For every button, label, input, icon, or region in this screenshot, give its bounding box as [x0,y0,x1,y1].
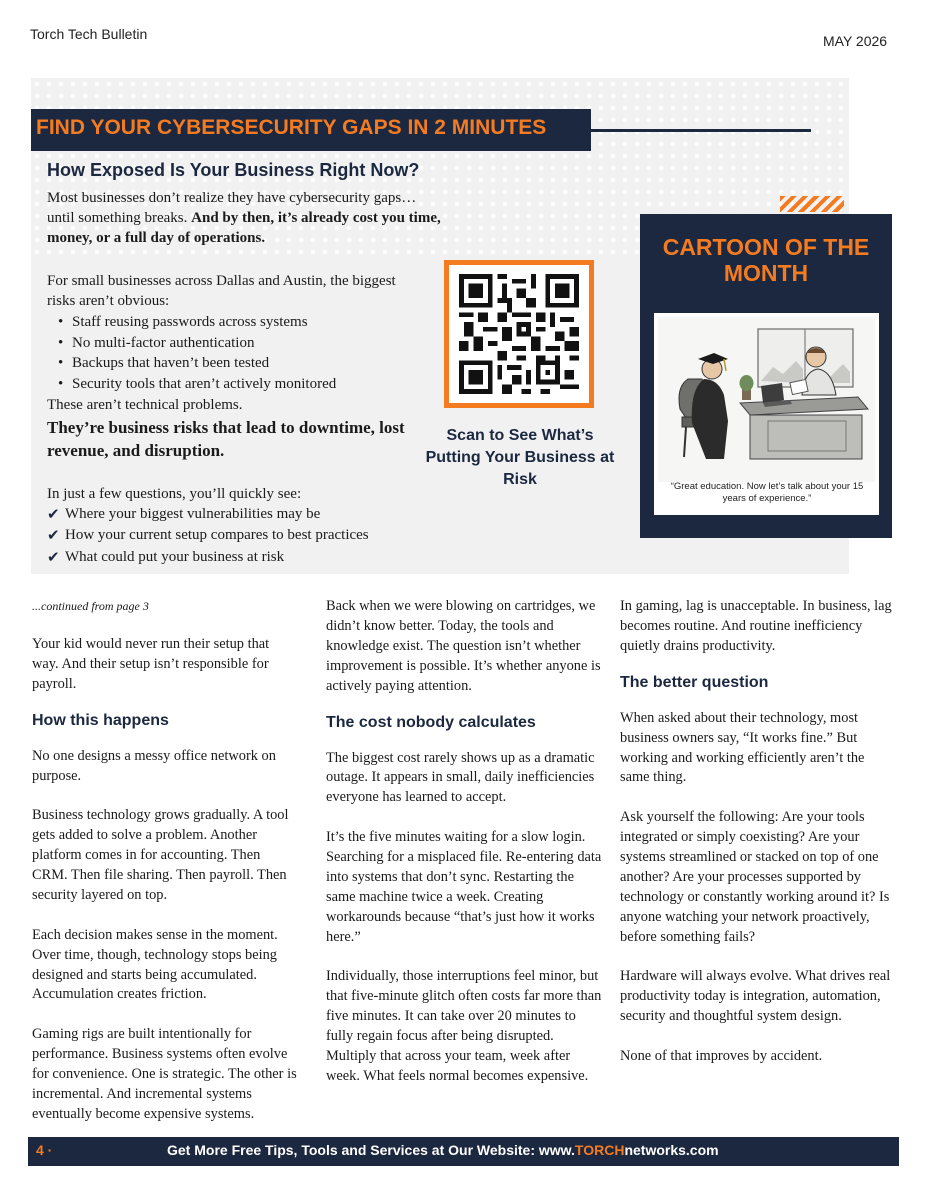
cartoon-title: CARTOON OF THE MONTH [662,234,870,286]
check-text: What could put your business at risk [65,548,285,565]
paragraph: When asked about their technology, most business owners say, “It works fine.” But working and working efficiently aren’t the same thing. [620,709,865,786]
list-item: • Security tools that aren’t actively monitored [52,374,336,395]
list-item [47,525,369,547]
section-heading: The better question [620,673,769,691]
article-column-3 [620,597,895,1067]
list-item: • Staff reusing passwords across systems [52,312,336,333]
footer-text-before: Get More Free Tips, Tools and Services at Our Website: www. [167,1142,575,1158]
paragraph: Hardware will always evolve. What drives real productivity today is integration, automation, security and thoughtful system design. [620,968,891,1025]
footer-brand-highlight: TORCH [574,1142,625,1158]
page-number: 4 · [36,1142,53,1158]
issue-date: MAY 2026 [823,33,888,49]
paragraph: None of that improves by accident. [620,1048,823,1065]
paragraph: Individually, those interruptions feel minor, but that five-minute glitch often costs far more than five minutes. It can take over 20 minutes to fully regain focus after being disrupted. Multiply that across your team, week after week. What feels normal becomes expensive. [326,968,602,1084]
tech-line: These aren’t technical problems. [47,397,243,413]
footer-text-after: networks.com [624,1142,719,1158]
list-item: • Backups that haven’t been tested [52,353,336,374]
bulletin-name: Torch Tech Bulletin [30,26,148,42]
business-risk-statement: They’re business risks that lead to downtime, lost revenue, and disruption. [47,418,405,460]
paragraph: In gaming, lag is unacceptable. In business, lag becomes routine. And routine inefficiency quietly drains productivity. [620,598,892,654]
check-text: Where your biggest vulnerabilities may be [65,505,321,522]
paragraph: Your kid would never run their setup that way. And their setup isn’t responsible for payroll. [32,635,270,692]
intro-plain: Most businesses don’t realize they have cybersecurity gaps… until something breaks. [47,190,417,226]
decorative-stripes [780,196,844,212]
check-text: How your current setup compares to best practices [65,527,369,544]
intro-bold: And by then, it’s already cost you time, money, or a full day of operations. [47,210,441,246]
footer-website-text[interactable] [167,1142,719,1158]
paragraph: Back when we were blowing on cartridges, we didn’t know better. Today, the tools and knowledge exist. The question isn’t whether improvement is possible. It’s whether anyone is actively paying attention. [326,598,601,694]
cartoon-caption: “Great education. Now let’s talk about your 15 years of experience.” [670,481,864,504]
feature-headline: FIND YOUR CYBERSECURITY GAPS IN 2 MINUTES [36,116,547,139]
check-icon: ✔ [47,547,60,566]
paragraph: It’s the five minutes waiting for a slow login. Searching for a misplaced file. Re-entering data into systems that don’t sync. Restarting the same machine twice a week. Creating workarounds because “that’s just how it works here.” [326,829,602,945]
check-icon: ✔ [47,526,60,545]
list-item: • No multi-factor authentication [52,333,336,354]
paragraph: Gaming rigs are built intentionally for performance. Business systems often evolve for convenience. One is strategic. The other is incremental. And incremental systems eventually become expensive systems. [32,1026,297,1122]
headline-rule [591,129,811,132]
qr-code-icon [458,274,580,394]
check-list [47,503,369,568]
paragraph: Ask yourself the following: Are your tools integrated or simply coexisting? Are your systems streamlined or stacked on top of one another? Are your processes supported by technology or constantly working around it? Is anyone watching your network proactively, before something fails? [620,809,890,945]
qr-caption: Scan to See What’s Putting Your Business at Risk [425,427,615,488]
paragraph: Each decision makes sense in the moment. Over time, though, technology stops being designed and starts being accumulated. Accumulation creates friction. [32,926,278,1003]
article-column-2 [326,597,606,1087]
list-item [47,503,369,525]
feature-subtitle: How Exposed Is Your Business Right Now? [47,160,420,180]
paragraph: Business technology grows gradually. A tool gets added to solve a problem. Another platform comes in for accounting. Then CRM. Then file sharing. Then payroll. Then security layered on top. [32,807,289,903]
cartoon-illustration [658,317,875,482]
paragraph: The biggest cost rarely shows up as a dramatic outage. It appears in small, daily inefficiencies everyone has learned to accept. [326,749,595,806]
qr-code[interactable] [444,260,594,408]
check-icon: ✔ [47,504,60,523]
section-heading: The cost nobody calculates [326,713,536,731]
risk-list [52,312,336,394]
article-column-1 [32,597,297,1125]
paragraph: No one designs a messy office network on purpose. [32,747,276,784]
continued-note: ...continued from page 3 [32,599,149,613]
section-heading: How this happens [32,711,169,729]
list-item [47,546,369,568]
feature-intro [47,188,447,248]
few-questions: In just a few questions, you’ll quickly see: [47,486,302,502]
risks-intro: For small businesses across Dallas and Austin, the biggest risks aren’t obvious: [47,273,396,309]
